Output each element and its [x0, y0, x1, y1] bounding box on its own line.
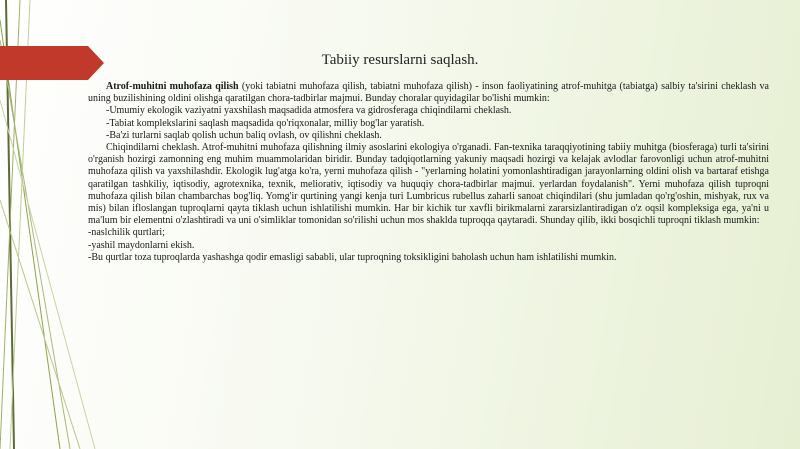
- list-item-1: -Umumiy ekologik vaziyatni yaxshilash maqsadida atmosfera va gidrosferaga chiqindilarni cheklash.: [106, 105, 512, 117]
- list-item-2: -Tabiat komplekslarini saqlash maqsadida qo'riqxonalar, milliy bog'lar yaratish.: [106, 117, 425, 129]
- list-item-4: -naslchilik qurtlari;: [88, 227, 165, 239]
- list-item-3: -Ba'zi turlarni saqlab qolish uchun baliq ovlash, ov qilishni cheklash.: [106, 129, 382, 141]
- paragraph-main: Chiqindilarni cheklash. Atrof-muhitni muhofaza qilishning ilmiy asoslarini ekologiya o'rganadi. Fan-texnika taraqqiyotining tabiiy muhitga (biosferaga) turli ta'sirini o'rganish hozirgi zamonning eng muhim muammolaridan biridir. Bunday tadqiqotlarning yakuniy maqsadi hozirgi va kelajak avlodlar farovonligi uchun atrof-muhitni muhofaza qilish va yaxshilashdir. Ekologik lug'atga ko'ra, yerni muhofaza qilish - "yerlarning holatini yomonlashtiradigan jarayonlarning oldini olish va bartaraf etishga qaratilgan tashkiliy, iqtisodiy, agrotexnika, texnik, meliorativ, iqtisodiy va huquqiy chora-tadbirlar majmui. yerlardan foydalanish". Yerni muhofaza qilish tuproqni muhofaza qilish bilan chambarchas bog'liq. Yomg'ir qurtining yangi kenja turi Lumbricus rubellus zaharli sanoat chiqindilari (shu jumladan qo'rg'oshin, mishyak, rux va mis) bilan ifloslangan tuproqlarni qayta tiklash uchun ishlatilishi mumkin. Har bir kichik tur xavfli birikmalarni zararsizlantiradigan o'z oqsil kompleksiga ega, ya'ni u ma'lum bir elementni o'zlashtiradi va uni o'simliklar tomonidan so'rilishi uchun mos shaklda tuproqqa qaytaradi. Shunday qilib, ikki bosqichli tuproqni tiklash mumkin:: [88, 142, 769, 227]
- list-item-6: -Bu qurtlar toza tuproqlarda yashashga qodir emasligi sababli, ular tuproqning toksikligini baholash uchun ham ishlatilishi mumkin.: [88, 251, 617, 263]
- slide-title: Tabiiy resurslarni saqlash.: [321, 52, 479, 68]
- paragraph-intro: [88, 81, 769, 105]
- paragraph-intro-bold: Atrof-muhitni muhofaza qilish: [106, 81, 239, 92]
- slide-content: [88, 81, 769, 264]
- list-item-5: -yashil maydonlarni ekish.: [88, 239, 195, 251]
- paragraph-intro-text: (yoki tabiatni muhofaza qilish, tabiatni muhofaza qilish) - inson faoliyatining atrof-muhitga (tabiatga) salbiy ta'sirini cheklash va uning buzilishining oldini olishga qaratilgan chora-tadbirlar majmui. Bunday choralar quyidagilar bo'lishi mumkin:: [88, 81, 769, 105]
